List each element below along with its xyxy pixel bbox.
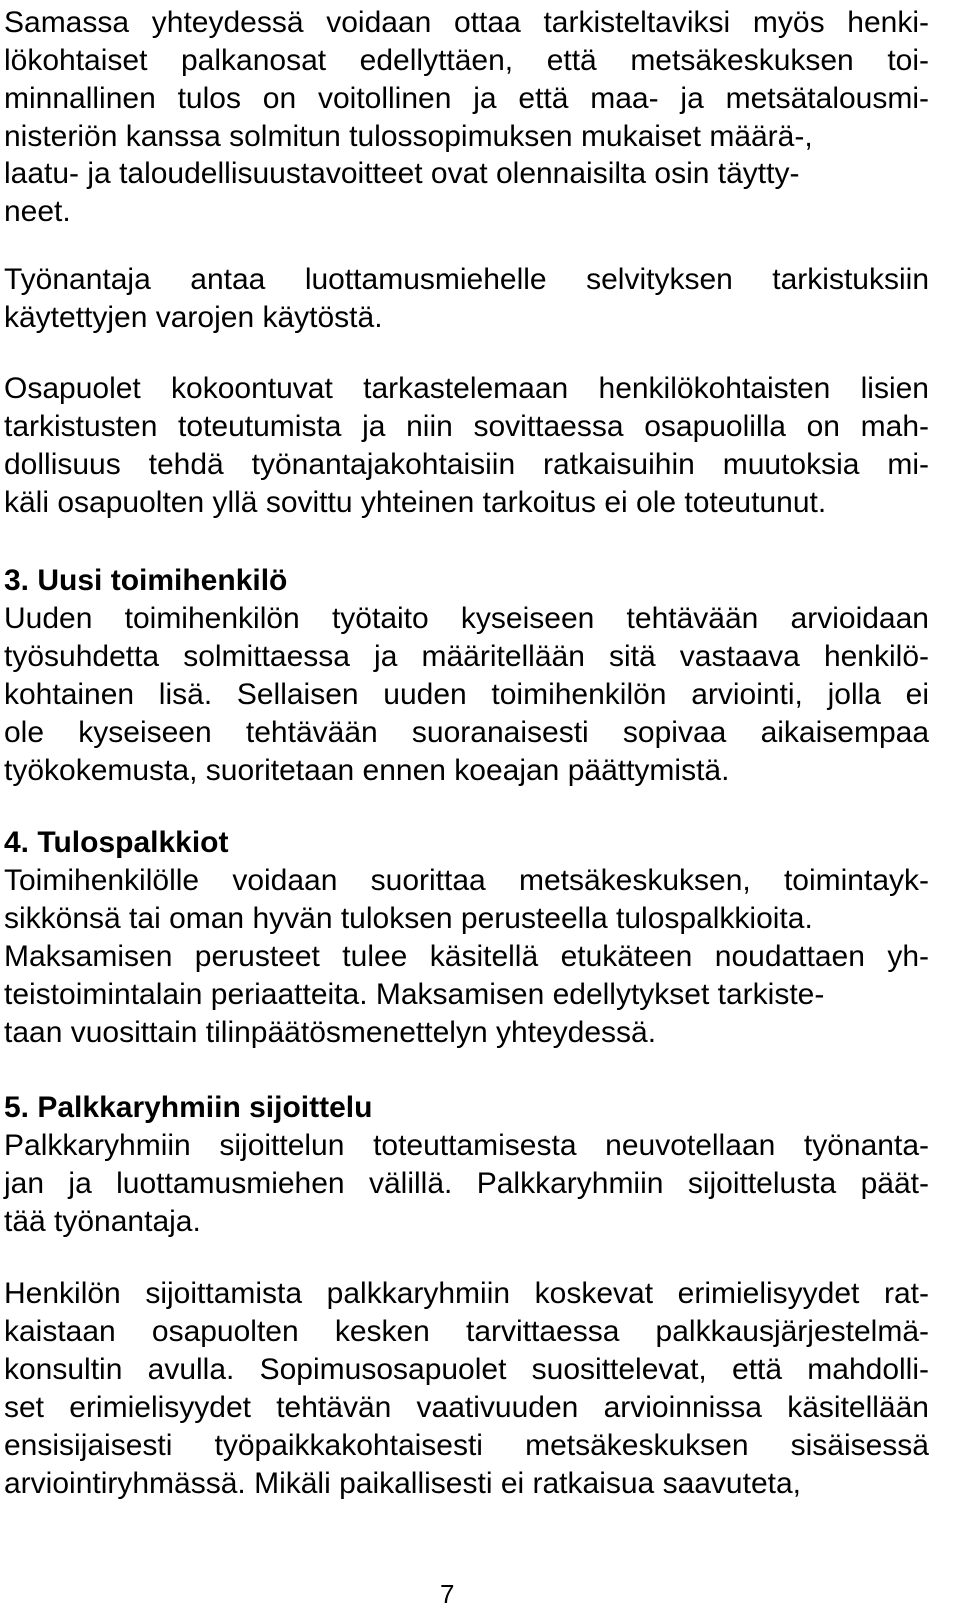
text-line: nisteriön kanssa solmitun tulossopimuksen mukaiset määrä-, [4, 120, 813, 153]
text-line: Palkkaryhmiin sijoittelun toteuttamisesta neuvotellaan työnanta- [4, 1129, 929, 1162]
text-line: teistoimintalain periaatteita. Maksamisen edellytykset tarkiste- [4, 978, 825, 1011]
text-line: käytettyjen varojen käytöstä. [4, 301, 383, 334]
text-line: Työnantaja antaa luottamusmiehelle selvityksen tarkistuksiin [4, 263, 929, 296]
text-line: konsultin avulla. Sopimusosapuolet suosittelevat, että mahdolli- [4, 1353, 929, 1386]
text-line: arviointiryhmässä. Mikäli paikallisesti ei ratkaisua saavuteta, [4, 1467, 801, 1500]
text-line: sikkönsä tai oman hyvän tuloksen perusteella tulospalkkioita. [4, 902, 813, 935]
text-line: tää työnantaja. [4, 1205, 201, 1238]
text-line: Samassa yhteydessä voidaan ottaa tarkisteltaviksi myös henki- [4, 6, 929, 39]
text-line: käli osapuolten yllä sovittu yhteinen tarkoitus ei ole toteutunut. [4, 486, 827, 519]
text-line: set erimielisyydet tehtävän vaativuuden arvioinnissa käsitellään [4, 1391, 929, 1424]
text-line: ensisijaisesti työpaikkakohtaisesti metsäkeskuksen sisäisessä [4, 1429, 929, 1462]
text-line: Osapuolet kokoontuvat tarkastelemaan henkilökohtaisten lisien [4, 372, 929, 405]
text-line: tarkistusten toteutumista ja niin sovittaessa osapuolilla on mah- [4, 410, 929, 443]
text-line: neet. [4, 195, 71, 228]
text-line: jan ja luottamusmiehen välillä. Palkkaryhmiin sijoittelusta päät- [4, 1167, 929, 1200]
section-heading: 5. Palkkaryhmiin sijoittelu [4, 1091, 373, 1124]
text-line: työsuhdetta solmittaessa ja määritellään sitä vastaava henkilö- [4, 640, 929, 673]
text-line: Henkilön sijoittamista palkkaryhmiin koskevat erimielisyydet rat- [4, 1277, 929, 1310]
text-line: taan vuosittain tilinpäätösmenettelyn yhteydessä. [4, 1016, 657, 1049]
text-line: kaistaan osapuolten kesken tarvittaessa palkkausjärjestelmä- [4, 1315, 929, 1348]
text-line: Uuden toimihenkilön työtaito kyseiseen tehtävään arvioidaan [4, 602, 929, 635]
section-heading: 4. Tulospalkkiot [4, 826, 229, 859]
text-line: kohtainen lisä. Sellaisen uuden toimihenkilön arviointi, jolla ei [4, 678, 929, 711]
text-line: Toimihenkilölle voidaan suorittaa metsäkeskuksen, toimintayk- [4, 864, 929, 897]
text-line: laatu- ja taloudellisuustavoitteet ovat olennaisilta osin täytty- [4, 157, 800, 190]
text-line: dollisuus tehdä työnantajakohtaisiin ratkaisuihin muutoksia mi- [4, 448, 929, 481]
page-number: 7 [440, 1579, 455, 1609]
section-heading: 3. Uusi toimihenkilö [4, 564, 288, 597]
text-line: ole kyseiseen tehtävään suoranaisesti sopivaa aikaisempaa [4, 716, 929, 749]
text-line: minnallinen tulos on voitollinen ja että maa- ja metsätalousmi- [4, 82, 929, 115]
text-line: Maksamisen perusteet tulee käsitellä etukäteen noudattaen yh- [4, 940, 929, 973]
text-line: lökohtaiset palkanosat edellyttäen, että metsäkeskuksen toi- [4, 44, 929, 77]
text-line: työkokemusta, suoritetaan ennen koeajan päättymistä. [4, 754, 730, 787]
